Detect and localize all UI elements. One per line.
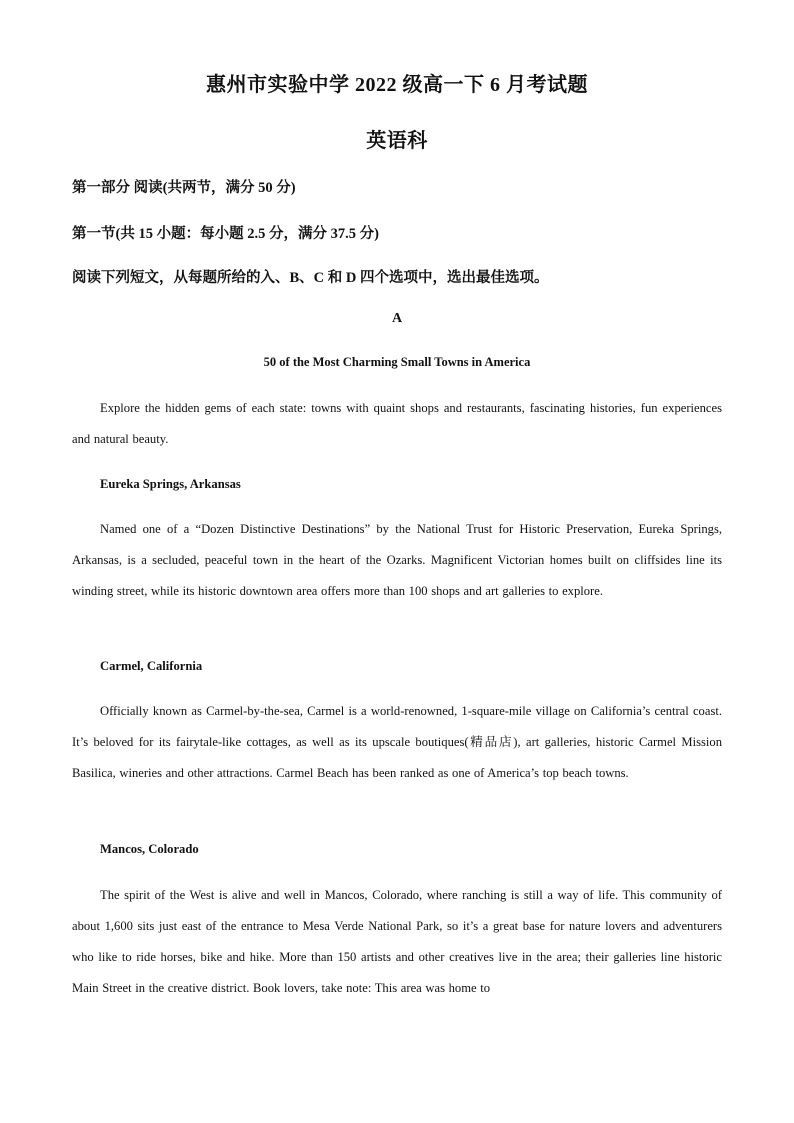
town-heading-eureka: Eureka Springs, Arkansas [100, 477, 241, 491]
town-paragraph-mancos: The spirit of the West is alive and well in Mancos, Colorado, where ranching is still a way of life. This community of about 1,600 sits just east of the entrance to Mesa Verde National Park, so it’s a great base for nature lovers and adventurers who like to ride horses, bike and hike. More than 150 artists and other creatives live in the area; their galleries line historic Main Street in the creative district. Book lovers, take note: This area was home to [72, 888, 722, 995]
intro-paragraph: Explore the hidden gems of each state: towns with quaint shops and restaurants, fascinating histories, fun experiences and natural beauty. [72, 401, 722, 446]
town-paragraph-carmel: Officially known as Carmel-by-the-sea, Carmel is a world-renowned, 1-square-mile village on California’s central coast. It’s beloved for its fairytale-like cottages, as well as its upscale boutiques(精品店), art galleries, historic Carmel Mission Basilica, wineries and other attractions. Carmel Beach has been ranked as one of America’s top beach towns. [72, 704, 722, 780]
town-heading-mancos: Mancos, Colorado [100, 842, 199, 856]
passage-title: 50 of the Most Charming Small Towns in America [263, 355, 531, 369]
subject-title: 英语科 [366, 130, 428, 152]
part-heading: 第一部分 阅读(共两节，满分 50 分) [72, 180, 296, 196]
passage-letter: A [391, 311, 403, 326]
section-heading: 第一节(共 15 小题：每小题 2.5 分，满分 37.5 分) [72, 226, 379, 242]
exam-title: 惠州市实验中学 2022 级高一下 6 月考试题 [206, 74, 588, 96]
town-paragraph-eureka: Named one of a “Dozen Distinctive Destinations” by the National Trust for Historic Preservation, Eureka Springs, Arkansas, is a secluded, peaceful town in the heart of the Ozarks. Magnificent Victorian homes built on cliffsides line its winding street, while its historic downtown area offers more than 100 shops and art galleries to explore. [72, 522, 722, 598]
town-heading-carmel: Carmel, California [100, 659, 203, 673]
instruction-text: 阅读下列短文，从每题所给的入、B、C 和 D 四个选项中，选出最佳选项。 [72, 270, 549, 286]
